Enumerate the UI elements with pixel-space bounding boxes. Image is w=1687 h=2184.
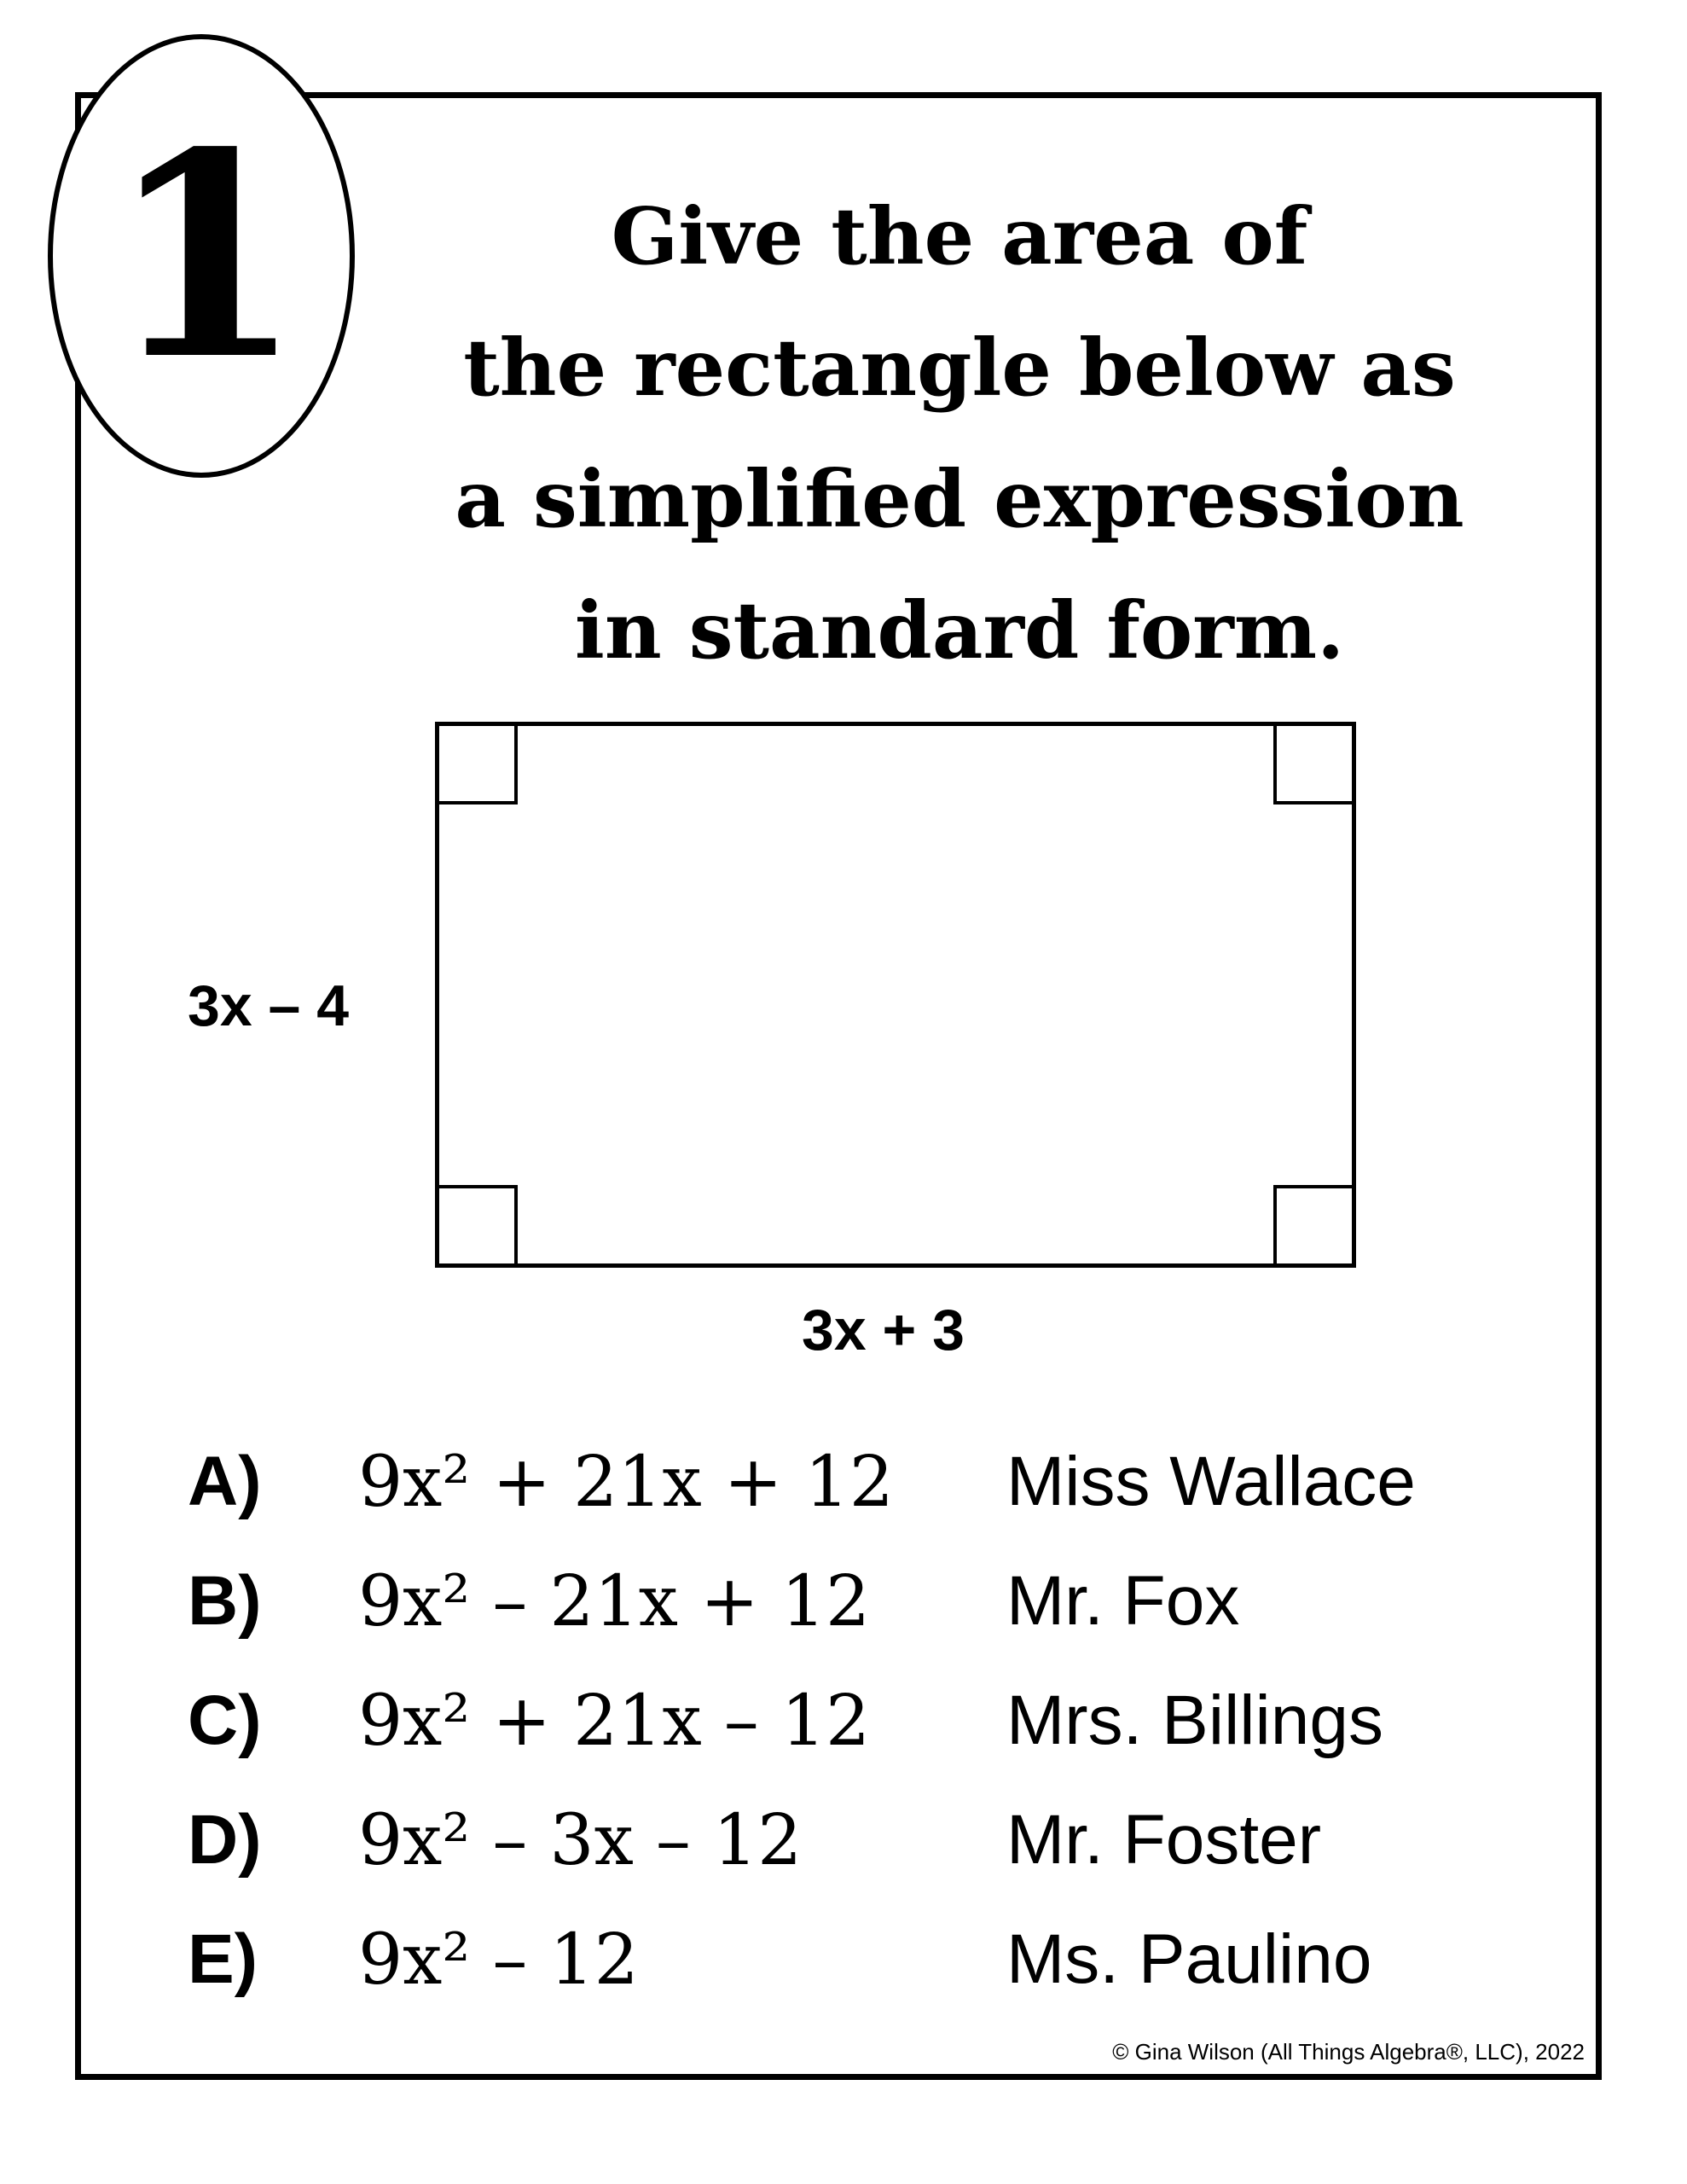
prompt-line: in standard form. bbox=[574, 584, 1345, 677]
answer-choice bbox=[188, 1800, 1518, 1920]
answer-choice bbox=[188, 1681, 1518, 1800]
choice-name: Mr. Fox bbox=[1006, 1562, 1240, 1640]
choice-letter: E) bbox=[188, 1920, 258, 1998]
choice-name: Mr. Foster bbox=[1006, 1801, 1322, 1879]
right-angle-mark bbox=[1273, 726, 1352, 804]
prompt-line: Give the area of bbox=[611, 190, 1308, 282]
choice-letter: D) bbox=[188, 1801, 262, 1879]
prompt-line: a simplified expression bbox=[455, 453, 1464, 545]
choice-expression: 9x² – 3x – 12 bbox=[358, 1800, 803, 1881]
answer-choices bbox=[188, 1442, 1518, 2039]
bottom-length-label: 3x + 3 bbox=[802, 1298, 965, 1362]
choice-expression: 9x² + 21x + 12 bbox=[358, 1442, 894, 1523]
side-length-label: 3x – 4 bbox=[188, 973, 350, 1038]
right-angle-mark bbox=[439, 726, 518, 804]
choice-name: Ms. Paulino bbox=[1006, 1920, 1372, 1998]
answer-choice bbox=[188, 1561, 1518, 1681]
choice-name: Mrs. Billings bbox=[1006, 1682, 1383, 1759]
choice-letter: B) bbox=[188, 1562, 262, 1640]
right-angle-mark bbox=[439, 1185, 518, 1263]
problem-number: 1 bbox=[107, 90, 304, 421]
right-angle-mark bbox=[1273, 1185, 1352, 1263]
answer-choice bbox=[188, 1920, 1518, 2039]
choice-name: Miss Wallace bbox=[1006, 1443, 1416, 1520]
copyright-notice: © Gina Wilson (All Things Algebra®, LLC), 2022 bbox=[1112, 2039, 1585, 2065]
choice-letter: A) bbox=[188, 1443, 262, 1520]
answer-choice bbox=[188, 1442, 1518, 1561]
choice-expression: 9x² – 12 bbox=[358, 1920, 639, 2001]
prompt-line: the rectangle below as bbox=[463, 322, 1456, 414]
problem-number-badge bbox=[48, 34, 355, 478]
rectangle-figure bbox=[435, 722, 1356, 1268]
choice-letter: C) bbox=[188, 1682, 262, 1759]
choice-expression: 9x² + 21x – 12 bbox=[358, 1681, 871, 1762]
question-prompt bbox=[367, 171, 1552, 696]
choice-expression: 9x² – 21x + 12 bbox=[358, 1561, 871, 1642]
